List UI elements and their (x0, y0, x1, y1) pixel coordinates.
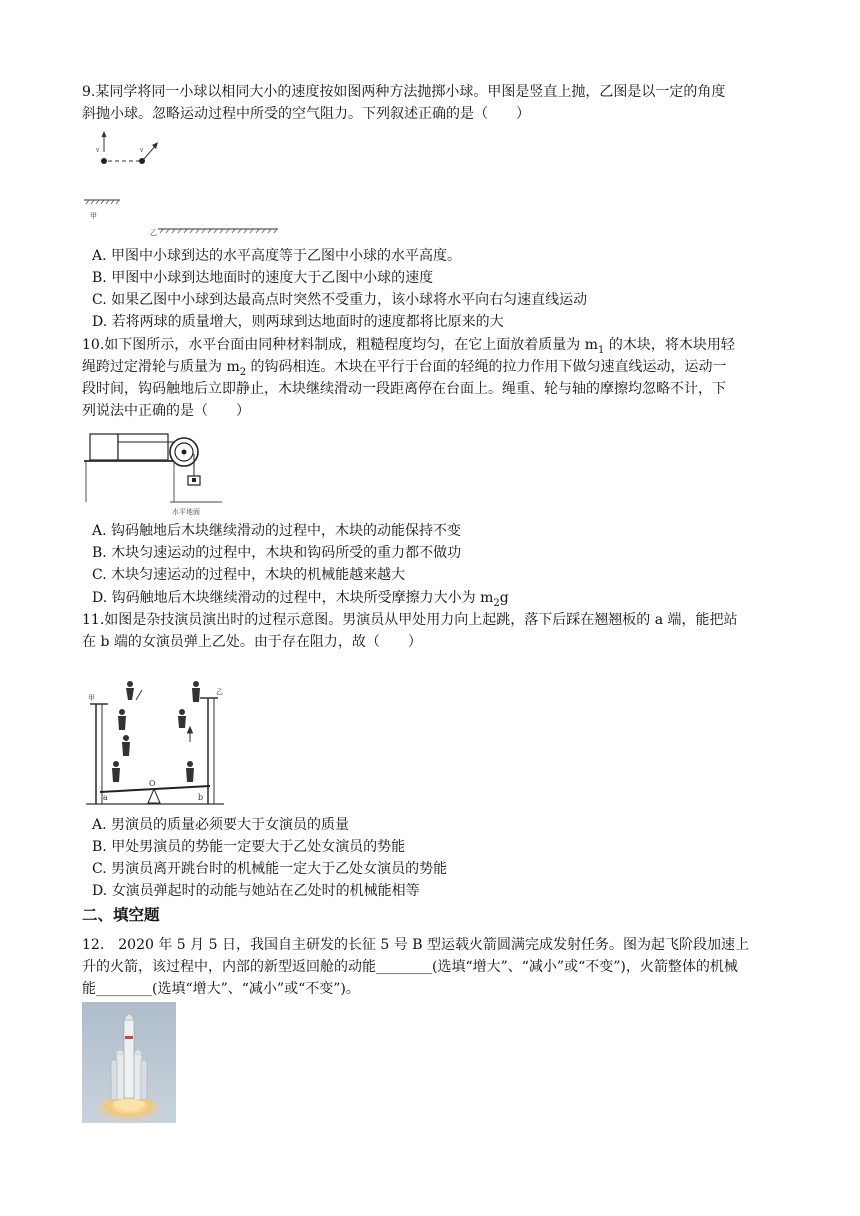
q11-label-yi: 乙 (216, 688, 223, 696)
q11-stem-line1: 11.如图是杂技演员演出时的过程示意图。男演员从甲处用力向上起跳，落下后踩在翘翘板的 a 端，能把站 (82, 612, 738, 628)
q9-figure (82, 128, 282, 238)
q10-figure (84, 430, 224, 520)
q9-stem-line1: 9.某同学将同一小球以相同大小的速度按如图两种方法抛掷小球。甲图是竖直上抛，乙图是以一定的角度 (82, 84, 726, 100)
q9-option-b: B. 甲图中小球到达地面时的速度大于乙图中小球的速度 (92, 270, 434, 286)
q11-option-a: A. 男演员的质量必须要大于女演员的质量 (92, 817, 350, 833)
q11-option-c: C. 男演员离开跳台时的机械能一定大于乙处女演员的势能 (92, 861, 448, 877)
q11-label-o: O (149, 779, 156, 788)
q9-label-yi: 乙 (150, 229, 157, 237)
q9-option-d: D. 若将两球的质量增大，则两球到达地面时的速度都将比原来的大 (92, 314, 504, 330)
q10-option-c: C. 木块匀速运动的过程中，木块的机械能越来越大 (92, 567, 406, 583)
q9-option-a: A. 甲图中小球到达的水平高度等于乙图中小球的水平高度。 (92, 248, 462, 264)
q10-option-b: B. 木块匀速运动的过程中，木块和钩码所受的重力都不做功 (92, 545, 462, 561)
svg-text:v: v (96, 147, 100, 154)
q9-stem-line2: 斜抛小球。忽略运动过程中所受的空气阻力。下列叙述正确的是（ ） (82, 106, 530, 122)
q9-option-c: C. 如果乙图中小球到达最高点时突然不受重力，该小球将水平向右匀速直线运动 (92, 292, 588, 308)
q12-stem-line1: 12. 2020 年 5 月 5 日，我国自主研发的长征 5 号 B 型运载火箭圆满完成发射任务。图为起飞阶段加速上 (82, 937, 749, 953)
q11-option-d: D. 女演员弹起时的动能与她站在乙处时的机械能相等 (92, 883, 420, 899)
section-heading: 二、填空题 (82, 906, 160, 924)
q10-option-d: D. 钩码触地后木块继续滑动的过程中，木块所受摩擦力大小为 $m_2g$ (92, 590, 509, 609)
rocket-photo (82, 1002, 176, 1123)
q11-label-b: b (198, 793, 204, 802)
q12-stem-line3: 能________(选填“增大”、“减小”或“不变”)。 (82, 981, 360, 997)
q9-label-jia: 甲 (90, 212, 97, 220)
q10-stem-line3: 段时间，钩码触地后立即静止，木块继续滑动一段距离停在台面上。绳重、轮与轴的摩擦均忽略不计，下 (82, 381, 726, 397)
q10-stem-line4: 列说法中正确的是（ ） (82, 403, 250, 419)
q10-stem-line2: 绳跨过定滑轮与质量为 $m_2$ 的钩码相连。木块在平行于台面的轻绳的拉力作用下做匀速直线运动，运动一 (82, 359, 727, 378)
q10-label-ground: 水平地面 (172, 508, 200, 516)
q11-option-b: B. 甲处男演员的势能一定要大于乙处女演员的势能 (92, 839, 406, 855)
q11-figure (86, 676, 226, 808)
q12-stem-line2: 升的火箭，该过程中，内部的新型返回舱的动能________(选填“增大”、“减小”或“不变”)，火箭整体的机械 (82, 959, 738, 975)
q10-option-a: A. 钩码触地后木块继续滑动的过程中，木块的动能保持不变 (92, 523, 462, 539)
q11-label-a: a (103, 793, 108, 802)
q11-stem-line2: 在 b 端的女演员弹上乙处。由于存在阻力，故（ ） (82, 634, 422, 650)
q10-stem-line1: 10.如下图所示，水平台面由同种材料制成，粗糙程度均匀，在它上面放着质量为 $m_1$ 的木块，将木块用轻 (82, 337, 735, 356)
svg-text:v: v (140, 147, 144, 154)
q11-label-jia: 甲 (88, 694, 95, 702)
